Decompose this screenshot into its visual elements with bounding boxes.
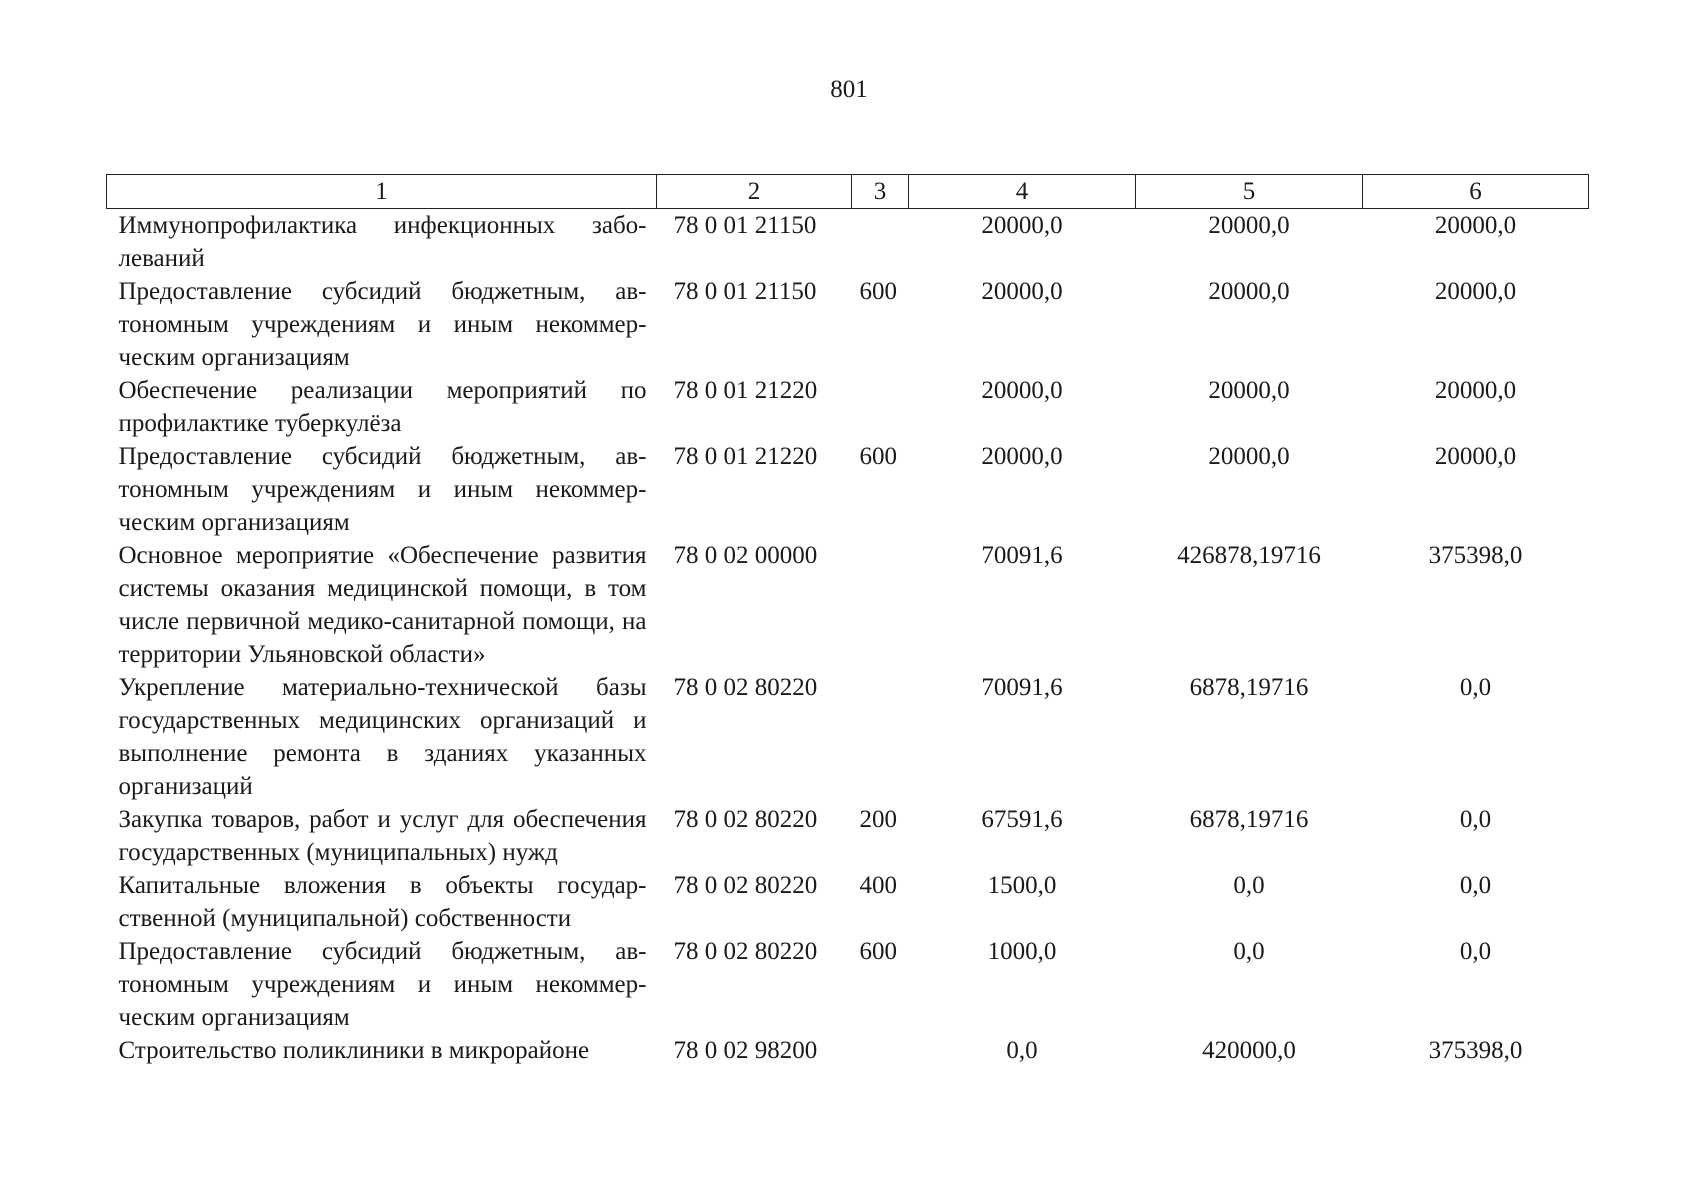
row-value-6: 375398,0 <box>1428 1037 1523 1064</box>
row-expense-type: 600 <box>859 443 897 470</box>
row-expense-type <box>852 209 909 276</box>
row-value-6: 0,0 <box>1459 938 1492 965</box>
row-value-6: 0,0 <box>1459 872 1492 899</box>
row-code: 78 0 02 98200 <box>673 1037 818 1064</box>
row-value-4: 67591,6 <box>981 806 1063 833</box>
row-name: Предоставление субсидий бюджетным, автономным учреждениям и иным некоммерческим организациям <box>118 443 647 536</box>
row-name: Основное мероприятие «Обеспечение развития системы оказания медицинской помощи, в том числе первичной медико-санитарной помощи, на территории Ульяновской области» <box>118 542 647 668</box>
row-code: 78 0 01 21220 <box>673 377 818 404</box>
row-value-6: 20000,0 <box>1434 212 1517 239</box>
row-name: Закупка товаров, работ и услуг для обеспечения государственных (муниципальных) нужд <box>118 806 647 866</box>
row-value-5: 20000,0 <box>1208 443 1290 470</box>
row-code: 78 0 01 21150 <box>673 278 817 305</box>
header-col-5: 5 <box>1136 175 1363 209</box>
header-col-3: 3 <box>852 175 909 209</box>
row-expense-type <box>852 539 909 671</box>
row-value-6: 0,0 <box>1459 674 1492 701</box>
row-expense-type: 600 <box>859 938 897 965</box>
table-row <box>107 374 1589 440</box>
row-code: 78 0 02 00000 <box>673 542 818 569</box>
row-expense-type <box>852 374 909 440</box>
table-row <box>107 275 1589 374</box>
row-value-6: 20000,0 <box>1434 443 1517 470</box>
row-value-4: 70091,6 <box>981 674 1063 701</box>
row-expense-type: 600 <box>859 278 897 305</box>
row-value-5: 0,0 <box>1233 938 1265 965</box>
row-value-5: 20000,0 <box>1208 377 1290 404</box>
table-row <box>107 803 1589 869</box>
page-number: 801 <box>830 76 868 103</box>
row-code: 78 0 02 80220 <box>673 806 818 833</box>
row-name: Укрепление материально-технической базы государственных медицинских организаций и выполнение ремонта в зданиях указанных организаций <box>118 674 647 800</box>
row-value-4: 70091,6 <box>981 542 1063 569</box>
row-name: Строительство поликлиники в микрорайоне <box>118 1037 590 1064</box>
row-expense-type: 200 <box>859 806 897 833</box>
table-row <box>107 671 1589 803</box>
row-expense-type <box>852 1034 909 1067</box>
row-code: 78 0 01 21150 <box>673 212 817 239</box>
row-value-6: 20000,0 <box>1434 278 1517 305</box>
header-col-6: 6 <box>1363 175 1589 209</box>
row-value-6: 0,0 <box>1459 806 1492 833</box>
table-row <box>107 440 1589 539</box>
row-value-5: 20000,0 <box>1208 212 1290 239</box>
row-value-4: 20000,0 <box>981 443 1063 470</box>
header-col-1: 1 <box>107 175 657 209</box>
row-code: 78 0 02 80220 <box>673 674 818 701</box>
header-col-4: 4 <box>909 175 1136 209</box>
row-value-5: 426878,19716 <box>1177 542 1321 569</box>
row-name: Капитальные вложения в объекты государственной (муниципальной) собственности <box>118 872 647 932</box>
row-value-4: 0,0 <box>1006 1037 1038 1064</box>
row-value-4: 1000,0 <box>987 938 1057 965</box>
header-row <box>107 175 1589 209</box>
row-value-4: 20000,0 <box>981 212 1063 239</box>
row-value-4: 20000,0 <box>981 377 1063 404</box>
row-code: 78 0 02 80220 <box>673 938 818 965</box>
row-value-5: 6878,19716 <box>1189 806 1309 833</box>
row-value-5: 420000,0 <box>1202 1037 1296 1064</box>
row-name: Обеспечение реализации мероприятий по профилактике туберкулёза <box>118 377 647 437</box>
row-value-5: 6878,19716 <box>1189 674 1309 701</box>
row-name: Предоставление субсидий бюджетным, автономным учреждениям и иным некоммерческим организациям <box>118 938 647 1031</box>
row-value-6: 20000,0 <box>1434 377 1517 404</box>
table-row <box>107 1034 1589 1067</box>
row-name: Предоставление субсидий бюджетным, автономным учреждениям и иным некоммерческим организациям <box>118 278 647 371</box>
row-code: 78 0 01 21220 <box>673 443 818 470</box>
row-value-4: 20000,0 <box>981 278 1063 305</box>
table-row <box>107 209 1589 276</box>
budget-table <box>106 174 1589 1067</box>
table-row <box>107 539 1589 671</box>
row-expense-type <box>852 671 909 803</box>
row-expense-type: 400 <box>859 872 897 899</box>
row-name: Иммунопрофилактика инфекционных заболеваний <box>118 212 647 272</box>
table-row <box>107 869 1589 935</box>
table-body <box>107 209 1589 1068</box>
row-value-4: 1500,0 <box>987 872 1057 899</box>
header-col-2: 2 <box>657 175 852 209</box>
table-row <box>107 935 1589 1034</box>
row-value-5: 20000,0 <box>1208 278 1290 305</box>
row-value-5: 0,0 <box>1233 872 1265 899</box>
row-code: 78 0 02 80220 <box>673 872 818 899</box>
row-value-6: 375398,0 <box>1428 542 1523 569</box>
table-header <box>107 175 1589 209</box>
